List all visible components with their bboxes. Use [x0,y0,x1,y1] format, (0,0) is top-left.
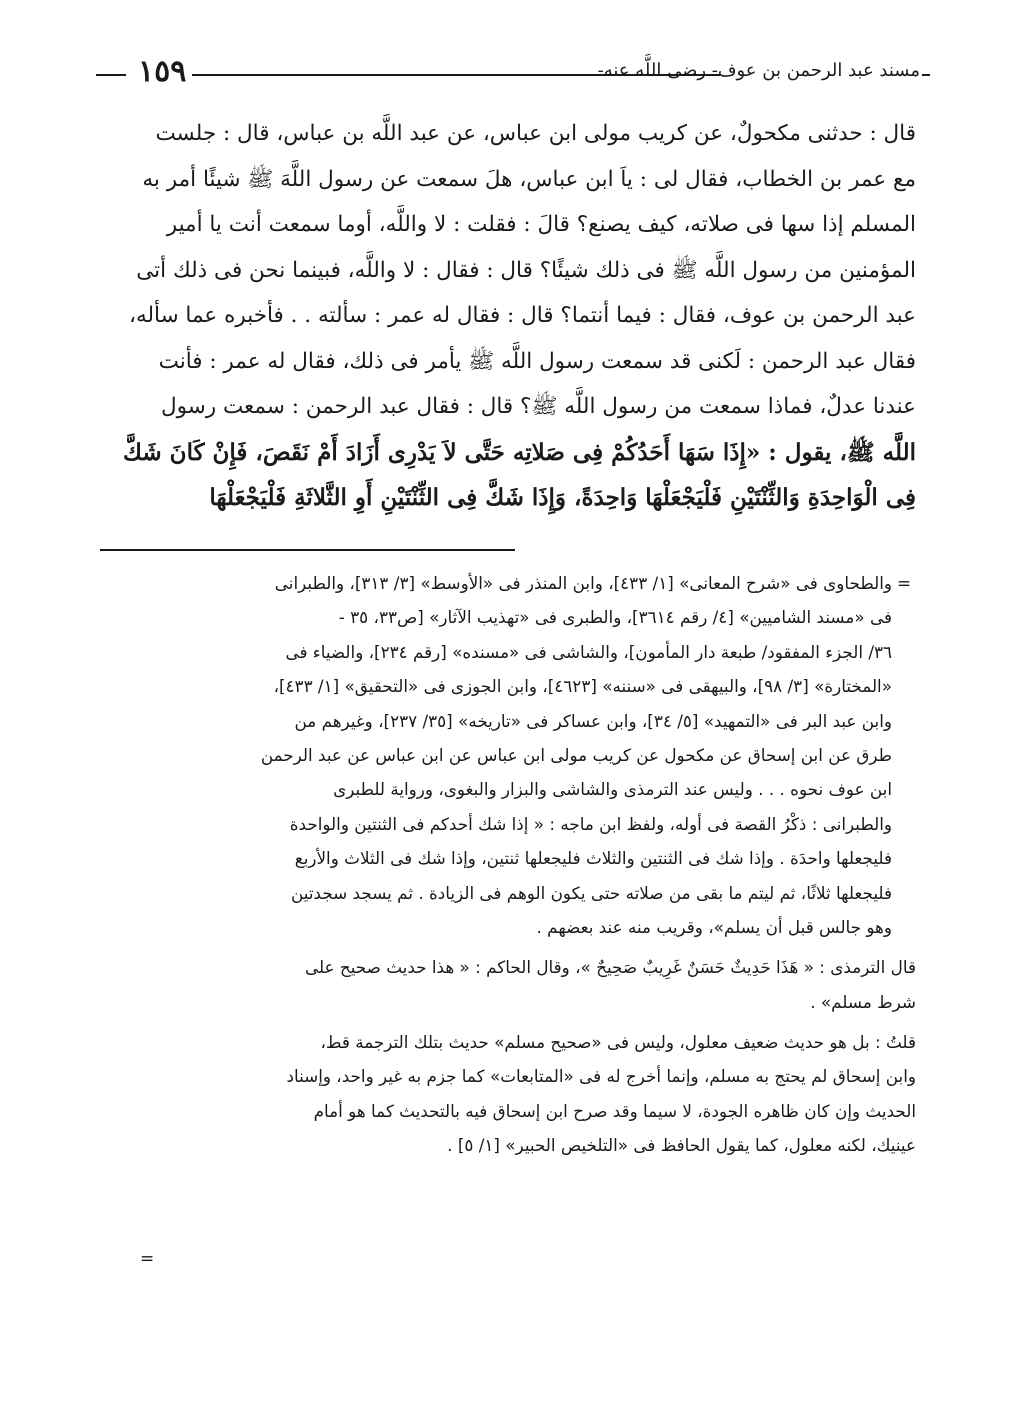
footnote-line: الحديث وإن كان ظاهره الجودة، لا سيما وقد صرح ابن إسحاق فيه بالتحديث كما هو أمام [313,1100,916,1121]
running-header [96,52,920,92]
footnote-line: فليجعلها واحدَة . وإذا شك فى الثنتين والثلاث فليجعلها ثنتين، وإذا شك فى الثلاث والأربع [294,848,892,869]
main-text-line: فِى الْوَاحِدَةِ وَالثِّنْتَيْنِ فَلْيَجْعَلْهَا وَاحِدَةً، وَإِذَا شَكَّ فِى الثِّنْتَيْنِ أَوِ الثَّلاثَةِ فَلْيَجْعَلْهَا [209,484,916,511]
footnote-line: «المختارة» [٣/ ٩٨]، والبيهقى فى «سننه» [٤٦٢٣]، وابن الجوزى فى «التحقيق» [١/ ٤٣٣]، [273,676,892,697]
page-number: ١٥٩ [132,54,192,89]
footnote-continuation-mark: = [140,1249,155,1269]
footnote-line: قال الترمذى : « هَذَا حَدِيثٌ حَسَنٌ غَرِيبٌ صَحِيحٌ »، وقال الحاكم : « هذا حديث صحيح على [305,957,916,978]
footnote-line: قلتُ : بل هو حديث ضعيف معلول، وليس فى «صحيح مسلم» حديث بتلك الترجمة قط، [320,1032,916,1053]
main-text-line: عندنا عدلٌ، فماذا سمعت من رسول اللَّه ﷺ؟ قال : فقال عبد الرحمن : سمعت رسول [160,394,916,419]
footnote-line: فى «مسند الشاميين» [٤/ رقم ٣٦١٤]، والطبرى فى «تهذيب الآثار» [ص٣٣، ٣٥ - [338,607,892,628]
main-text-line: اللَّه ﷺ، يقول : «إِذَا سَهَا أَحَدُكُمْ فِى صَلاتِه حَتَّى لاَ يَدْرِى أَزَادَ أَمْ نَقَصَ، فَإِنْ كَانَ شَكَّ [123,438,916,466]
header-title: مسند عبد الرحمن بن عوف- رضى اللَّه عنه- [590,60,920,81]
main-text-line: مع عمر بن الخطاب، فقال لى : ياَ ابن عباس، هلَ سمعت عن رسول اللَّهَ ﷺ شيئًا أمر به [142,166,916,192]
main-text-line: المسلم إذا سها فى صلاته، كيف يصنع؟ قالَ : فقلت : لا واللَّه، أوما سمعت أنت يا أمير [166,212,916,237]
header-dash-left [96,74,126,76]
footnote-separator [100,549,515,551]
footnote-line: وابن عبد البر فى «التمهيد» [٥/ ٣٤]، وابن عساكر فى «تاريخه» [٣٥/ ٢٣٧]، وغيرهم من [294,710,892,731]
main-text-line: فقال عبد الرحمن : لَكنى قد سمعت رسول اللَّه ﷺ يأمر فى ذلك، فقال له عمر : فأنت [158,348,916,374]
header-rule [192,74,720,76]
footnote-line-text: والطحاوى فى «شرح المعانى» [١/ ٤٣٣]، وابن المنذر فى «الأوسط» [٣/ ٣١٣]، والطبرانى [274,573,892,593]
footnote-line: وهو جالس قبل أن يسلم»، وقريب منه عند بعضهم . [536,916,892,937]
main-text-line: عبد الرحمن بن عوف، فقال : فيما أنتما؟ قال : فقال له عمر : سألته . . فأخبره عما سأله، [129,303,916,328]
footnote-line: ٣٦/ الجزء المفقود/ طبعة دار المأمون]، والشاشى فى «مسنده» [رقم ٢٣٤]، والضياء فى [285,641,892,662]
footnote-line: طرق عن ابن إسحاق عن مكحول عن كريب مولى ابن عباس عن ابن عباس عن عبد الرحمن [260,744,892,765]
main-text-line: قال : حدثنى مكحولٌ، عن كريب مولى ابن عباس، عن عبد اللَّه بن عباس، قال : جلست [155,121,916,146]
footnote-line [100,566,916,600]
main-text-block [100,111,916,521]
footnote-line: والطبرانى : ذكْرُ القصة فى أوله، ولفظ ابن ماجه : « إذا شك أحدكم فى الثنتين والواحدة [289,813,892,834]
footnote-line: وابن إسحاق لم يحتج به مسلم، وإنما أخرج له فى «المتابعات» كما جزم به غير واحد، وإسناد [286,1066,916,1087]
header-dash-right [922,74,930,76]
footnote-line: شرط مسلم» . [810,991,916,1012]
footnote-line: ابن عوف نحوه . . . وليس عند الترمذى والشاشى والبزار والبغوى، ورواية للطبرى [333,779,892,800]
footnote-line: عينيك، لكنه معلول، كما يقول الحافظ فى «التلخيص الحبير» [١/ ٥] . [447,1135,916,1156]
footnote-line: فليجعلها ثلاثًا، ثم ليتم ما بقى من صلاته حتى يكون الوهم فى الزيادة . ثم يسجد سجدتين [291,882,892,903]
footnotes-block [100,566,916,1163]
footnote-continuation-bullet: = [896,573,912,593]
main-text-line: المؤمنين من رسول اللَّه ﷺ فى ذلك شيئًا؟ قال : فقال : لا واللَّه، فبينما نحن فى ذلك أتى [136,257,916,283]
